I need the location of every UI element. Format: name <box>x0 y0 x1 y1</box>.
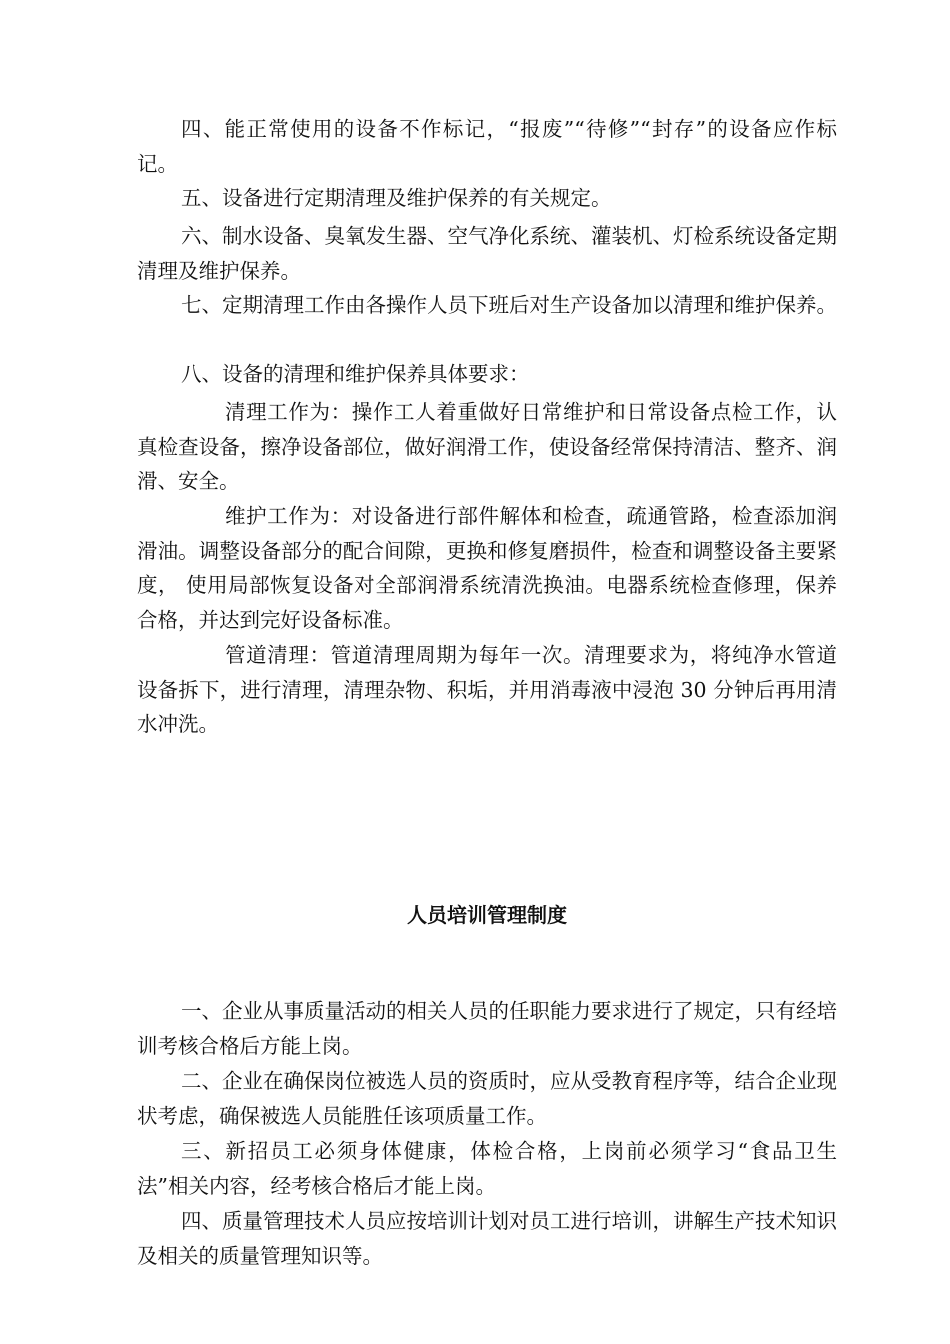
paragraph-training-3: 三、新招员工必须身体健康，体检合格，上岗前必须学习“食品卫生法”相关内容，经考核合格后才能上岗。 <box>137 1139 837 1198</box>
paragraph-training-1: 一、企业从事质量活动的相关人员的任职能力要求进行了规定，只有经培训考核合格后方能上岗。 <box>137 999 837 1058</box>
paragraph-item-5: 五、设备进行定期清理及维护保养的有关规定。 <box>181 186 612 210</box>
paragraph-training-2: 二、企业在确保岗位被选人员的资质时，应从受教育程序等，结合企业现状考虑，确保被选人员能胜任该项质量工作。 <box>137 1069 837 1128</box>
paragraph-maintenance: 维护工作为：对设备进行部件解体和检查，疏通管路，检查添加润滑油。调整设备部分的配合间隙，更换和修复磨损件，检查和调整设备主要紧度， 使用局部恢复设备对全部润滑系统清洗换油。电器系统检查修理，保养合格，并达到完好设备标准。 <box>137 504 837 632</box>
paragraph-training-4: 四、质量管理技术人员应按培训计划对员工进行培训，讲解生产技术知识及相关的质量管理知识等。 <box>137 1209 837 1268</box>
paragraph-item-7: 七、定期清理工作由各操作人员下班后对生产设备加以清理和维护保养。 <box>181 293 837 317</box>
paragraph-pipe-cleaning: 管道清理：管道清理周期为每年一次。清理要求为，将纯净水管道设备拆下，进行清理，清理杂物、积垢，并用消毒液中浸泡 30 分钟后再用清水冲洗。 <box>137 643 837 736</box>
section-title: 人员培训管理制度 <box>407 903 567 927</box>
paragraph-cleaning: 清理工作为：操作工人着重做好日常维护和日常设备点检工作，认真检查设备，擦净设备部位，做好润滑工作，使设备经常保持清洁、整齐、润滑、安全。 <box>137 400 837 493</box>
paragraph-item-8: 八、设备的清理和维护保养具体要求： <box>181 362 530 386</box>
paragraph-item-4: 四、能正常使用的设备不作标记，“报废”“待修”“封存”的设备应作标记。 <box>137 117 837 176</box>
paragraph-item-6: 六、制水设备、臭氧发生器、空气净化系统、灌装机、灯检系统设备定期清理及维护保养。 <box>137 224 837 283</box>
